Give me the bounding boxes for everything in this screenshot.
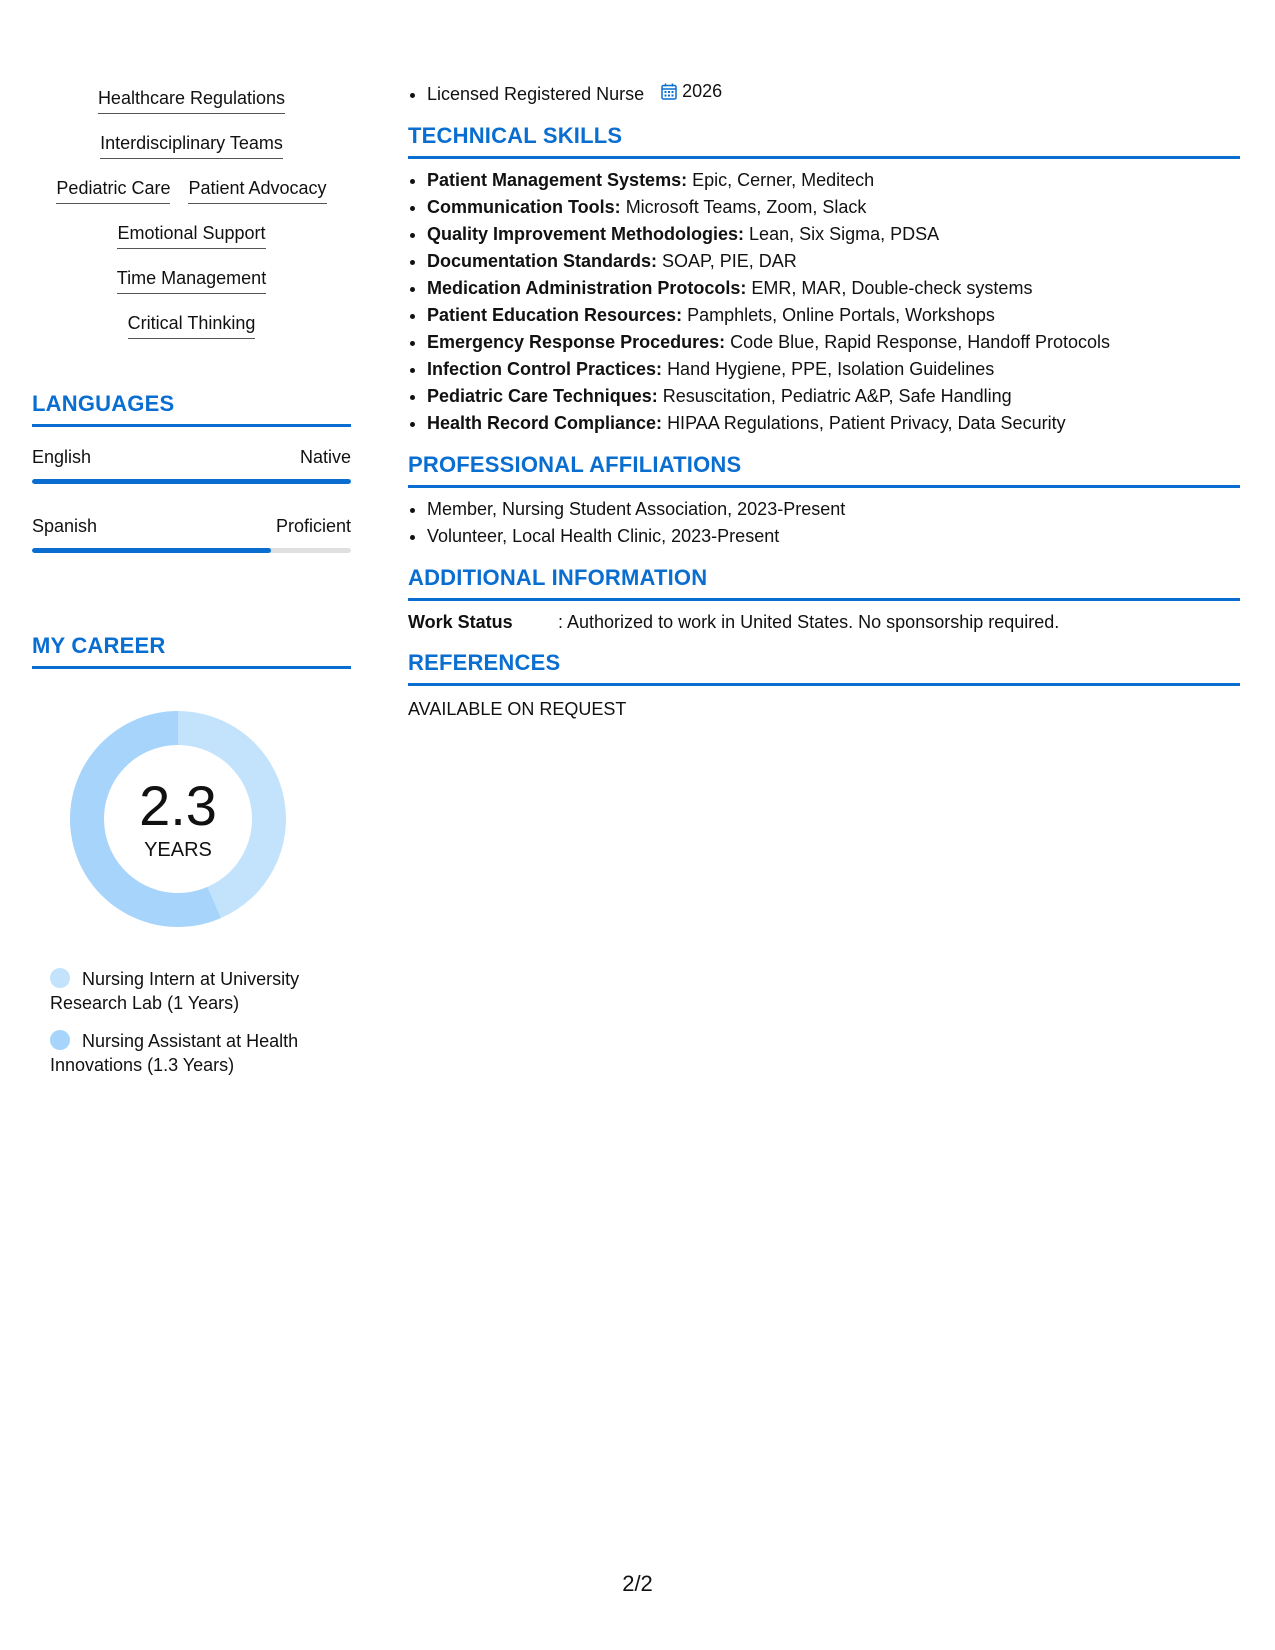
languages-section: [32, 390, 351, 553]
references-text: AVAILABLE ON REQUEST: [408, 699, 627, 719]
skill-values: Microsoft Teams, Zoom, Slack: [625, 197, 867, 217]
skill-tag: Patient Advocacy: [188, 176, 326, 204]
career-total-value: 2.3: [139, 774, 217, 837]
language-level: Proficient: [275, 516, 351, 536]
references-heading: REFERENCES: [408, 649, 1240, 686]
skill-values: Pamphlets, Online Portals, Workshops: [687, 305, 995, 325]
certification-year: 2026: [682, 81, 723, 101]
skill-category: Documentation Standards:: [427, 251, 658, 271]
certifications-list: [408, 78, 1240, 108]
technical-skills-heading: TECHNICAL SKILLS: [408, 122, 1240, 159]
work-status-row: [408, 609, 1240, 635]
technical-skill-item: [427, 275, 1240, 302]
right-column: [408, 78, 1240, 722]
skill-tag: Interdisciplinary Teams: [100, 131, 283, 159]
skill-values: HIPAA Regulations, Patient Privacy, Data Security: [667, 413, 1066, 433]
career-legend-label: Nursing Intern at University Research Lab (1 Years): [50, 969, 300, 1013]
additional-info-heading: ADDITIONAL INFORMATION: [408, 564, 1240, 601]
skill-tag-row: [32, 86, 351, 131]
skill-category: Medication Administration Protocols:: [427, 278, 747, 298]
language-row: [32, 445, 351, 469]
skill-category: Patient Management Systems:: [427, 170, 688, 190]
affiliation-item: • Member, Nursing Student Association, 2023-Present: [427, 496, 1240, 523]
career-legend-item: [50, 1029, 330, 1077]
technical-skill-item: [427, 302, 1240, 329]
skill-values: SOAP, PIE, DAR: [662, 251, 797, 271]
language-proficiency-bar: [32, 479, 351, 484]
work-status-label: Work Status: [408, 612, 513, 632]
skill-tags: [32, 86, 351, 356]
language-item: [32, 445, 351, 484]
references-section: [408, 649, 1240, 722]
skill-category: Quality Improvement Methodologies:: [427, 224, 745, 244]
affiliations-heading: PROFESSIONAL AFFILIATIONS: [408, 451, 1240, 488]
career-section: [32, 632, 351, 1091]
language-proficiency-bar: [32, 548, 351, 553]
language-proficiency-fill: [32, 479, 351, 484]
technical-skill-item: [427, 356, 1240, 383]
technical-skill-item: [427, 383, 1240, 410]
technical-skill-item: [427, 194, 1240, 221]
affiliations-section: [408, 451, 1240, 550]
skill-tag-row: [32, 131, 351, 176]
calendar-icon: [661, 83, 677, 100]
certification-item: [427, 78, 1240, 108]
skill-category: Patient Education Resources:: [427, 305, 683, 325]
affiliations-list: [408, 496, 1240, 550]
technical-skill-item: [427, 329, 1240, 356]
legend-dot-icon: [50, 1030, 70, 1050]
language-name: Spanish: [32, 516, 98, 536]
technical-skill-item: [427, 248, 1240, 275]
technical-skill-item: [427, 221, 1240, 248]
affiliation-item: • Volunteer, Local Health Clinic, 2023-Present: [427, 523, 1240, 550]
work-status-value: : Authorized to work in United States. No sponsorship required.: [558, 612, 1060, 632]
technical-skill-item: [427, 167, 1240, 194]
language-name: English: [32, 447, 92, 467]
career-donut-chart: [66, 707, 290, 931]
certification-name: Licensed Registered Nurse: [427, 84, 645, 104]
skill-tag-row: [32, 311, 351, 356]
skill-values: Hand Hygiene, PPE, Isolation Guidelines: [667, 359, 995, 379]
skill-category: Health Record Compliance:: [427, 413, 663, 433]
skill-category: Communication Tools:: [427, 197, 621, 217]
skill-category: Pediatric Care Techniques:: [427, 386, 658, 406]
career-legend: [50, 967, 330, 1077]
skill-tag-row: [32, 176, 351, 221]
skill-values: Resuscitation, Pediatric A&P, Safe Handling: [662, 386, 1012, 406]
skill-values: Lean, Six Sigma, PDSA: [749, 224, 940, 244]
additional-info-section: [408, 564, 1240, 635]
skill-tag-row: [32, 266, 351, 311]
technical-skills-list: [408, 167, 1240, 437]
skill-category: Emergency Response Procedures:: [427, 332, 726, 352]
skill-tag: Time Management: [117, 266, 266, 294]
skill-tag: Pediatric Care: [56, 176, 170, 204]
skill-tag: Emotional Support: [117, 221, 265, 249]
career-donut-center: [66, 707, 290, 931]
skill-tag: Critical Thinking: [128, 311, 256, 339]
technical-skills-section: [408, 122, 1240, 437]
skill-tag-row: [32, 221, 351, 266]
skill-tag: Healthcare Regulations: [98, 86, 285, 114]
skill-values: EMR, MAR, Double-check systems: [751, 278, 1033, 298]
certification-date: [661, 78, 722, 105]
skill-category: Infection Control Practices:: [427, 359, 663, 379]
language-row: [32, 514, 351, 538]
legend-dot-icon: [50, 968, 70, 988]
career-legend-label: Nursing Assistant at Health Innovations (1.3 Years): [50, 1031, 299, 1075]
language-proficiency-fill: [32, 548, 271, 553]
skill-values: Code Blue, Rapid Response, Handoff Protocols: [730, 332, 1111, 352]
languages-heading: LANGUAGES: [32, 390, 351, 427]
page-number: 2/2: [622, 1571, 653, 1596]
career-legend-item: [50, 967, 330, 1015]
language-item: [32, 514, 351, 553]
skill-values: Epic, Cerner, Meditech: [692, 170, 875, 190]
language-level: Native: [299, 447, 351, 467]
career-total-unit: YEARS: [144, 839, 212, 861]
career-heading: MY CAREER: [32, 632, 351, 669]
technical-skill-item: [427, 410, 1240, 437]
